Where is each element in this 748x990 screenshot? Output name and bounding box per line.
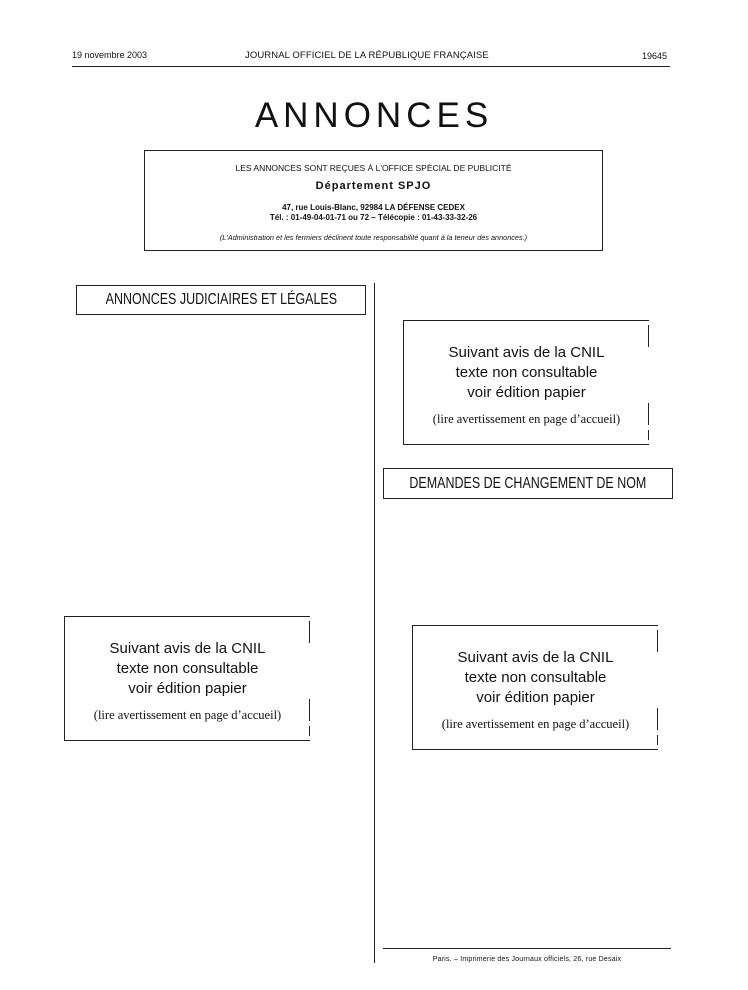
notice-line: voir édition papier xyxy=(467,384,586,401)
notice-line: voir édition papier xyxy=(476,689,595,706)
publicity-disclaimer: (L'Administration et les fermiers déclinent toute responsabilité quant à la teneur des annonces.) xyxy=(219,233,528,242)
header-date: 19 novembre 2003 xyxy=(72,50,148,60)
page-title: ANNONCES xyxy=(254,96,494,135)
notice-line: Suivant avis de la CNIL xyxy=(457,649,614,666)
printer-footer: Paris. – Imprimerie des Journaux officiels, 26, rue Desaix xyxy=(432,956,622,963)
column-divider xyxy=(374,283,375,963)
publicity-department: Département SPJO xyxy=(315,180,432,192)
publicity-box xyxy=(144,150,603,251)
section-name-change-label: DEMANDES DE CHANGEMENT DE NOM xyxy=(409,474,647,492)
notice-line: Suivant avis de la CNIL xyxy=(448,344,605,361)
notice-line: texte non consultable xyxy=(464,669,607,686)
notice-note: (lire avertissement en page d’accueil) xyxy=(93,708,282,722)
page-number: 19645 xyxy=(642,51,668,61)
cnil-notice-box xyxy=(64,616,310,741)
publicity-intro: LES ANNONCES SONT REÇUES À L'OFFICE SPÉCIAL DE PUBLICITÉ xyxy=(235,163,512,173)
notice-line: texte non consultable xyxy=(455,364,598,381)
journal-title: JOURNAL OFFICIEL DE LA RÉPUBLIQUE FRANÇAISE xyxy=(245,50,489,61)
section-judicial-heading xyxy=(76,285,366,315)
notice-note: (lire avertissement en page d’accueil) xyxy=(432,412,621,426)
publicity-phone: Tél. : 01-49-04-01-71 ou 72 – Télécopie : 01-43-33-32-26 xyxy=(269,213,478,222)
notice-note: (lire avertissement en page d’accueil) xyxy=(441,717,630,731)
notice-line: voir édition papier xyxy=(128,680,247,697)
cnil-notice-box xyxy=(412,625,658,750)
section-name-change-heading xyxy=(383,468,673,499)
footer-rule xyxy=(383,948,671,949)
header-rule xyxy=(72,66,670,67)
notice-line: Suivant avis de la CNIL xyxy=(109,640,266,657)
notice-line: texte non consultable xyxy=(116,660,259,677)
publicity-address: 47, rue Louis-Blanc, 92984 LA DÉFENSE CEDEX xyxy=(282,203,465,212)
cnil-notice-box xyxy=(403,320,649,445)
section-judicial-label: ANNONCES JUDICIAIRES ET LÉGALES xyxy=(105,291,337,308)
